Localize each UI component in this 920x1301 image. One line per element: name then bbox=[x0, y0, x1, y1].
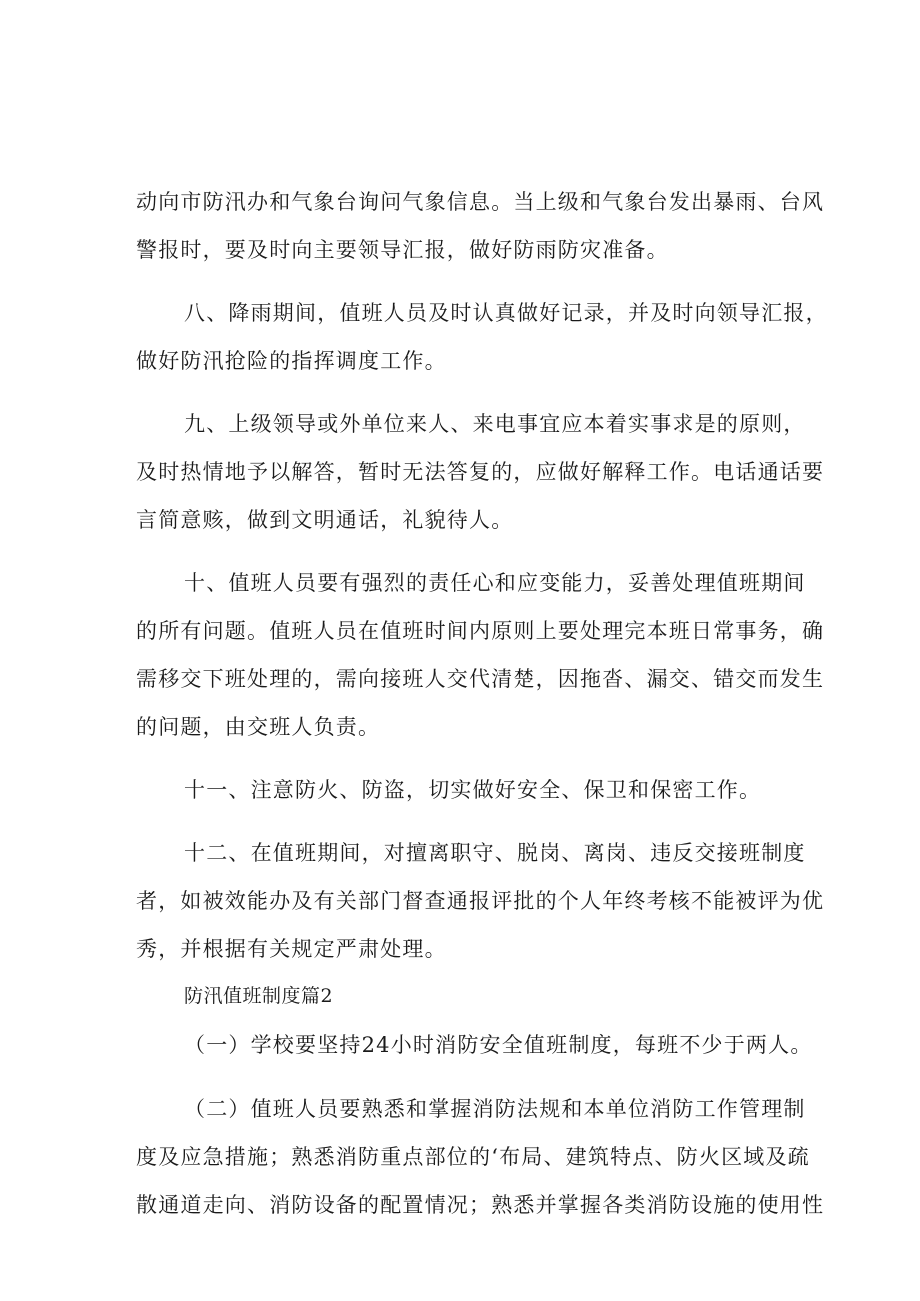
text-line: 的所有问题。值班人员在值班时间内原则上要处理完本班日常事务，确 bbox=[136, 619, 825, 643]
text-line: 秀，并根据有关规定严肃处理。 bbox=[136, 937, 447, 961]
text-line: 十二、在值班期间，对擅离职守、脱岗、离岗、违反交接班制度 bbox=[184, 841, 806, 865]
text-line: （一）学校要坚持24小时消防安全值班制度，每班不少于两人。 bbox=[184, 1033, 813, 1057]
text-line: 动向市防汛办和气象台询问气象信息。当上级和气象台发出暴雨、台风 bbox=[136, 190, 825, 214]
text-line: 做好防汛抢险的指挥调度工作。 bbox=[136, 349, 447, 373]
text-line: 者，如被效能办及有关部门督查通报评批的个人年终考核不能被评为优 bbox=[136, 889, 825, 913]
text-line: 散通道走向、消防设备的配置情况；熟悉并掌握各类消防设施的使用性 bbox=[136, 1193, 825, 1217]
text-line: 度及应急措施；熟悉消防重点部位的‘布局、建筑特点、防火区域及疏 bbox=[136, 1145, 810, 1169]
text-line: 十、值班人员要有强烈的责任心和应变能力，妥善处理值班期间 bbox=[184, 571, 806, 595]
text-line: 的问题，由交班人负责。 bbox=[136, 715, 381, 739]
text-line: 言简意赅，做到文明通话，礼貌待人。 bbox=[136, 508, 514, 532]
text-line: 九、上级领导或外单位来人、来电事宜应本着实事求是的原则， bbox=[184, 412, 806, 436]
text-line: （二）值班人员要熟悉和掌握消防法规和本单位消防工作管理制 bbox=[184, 1097, 806, 1121]
text-line: 八、降雨期间，值班人员及时认真做好记录，并及时向领导汇报， bbox=[184, 301, 828, 325]
section-heading: 防汛值班制度篇2 bbox=[184, 985, 334, 1007]
text-line: 需移交下班处理的，需向接班人交代清楚，因拖沓、漏交、错交而发生 bbox=[136, 667, 825, 691]
text-line: 十一、注意防火、防盗，切实做好安全、保卫和保密工作。 bbox=[184, 778, 762, 802]
text-line: 及时热情地予以解答，暂时无法答复的，应做好解释工作。电话通话要 bbox=[136, 460, 825, 484]
text-line: 警报时，要及时向主要领导汇报，做好防雨防灾准备。 bbox=[136, 238, 669, 262]
